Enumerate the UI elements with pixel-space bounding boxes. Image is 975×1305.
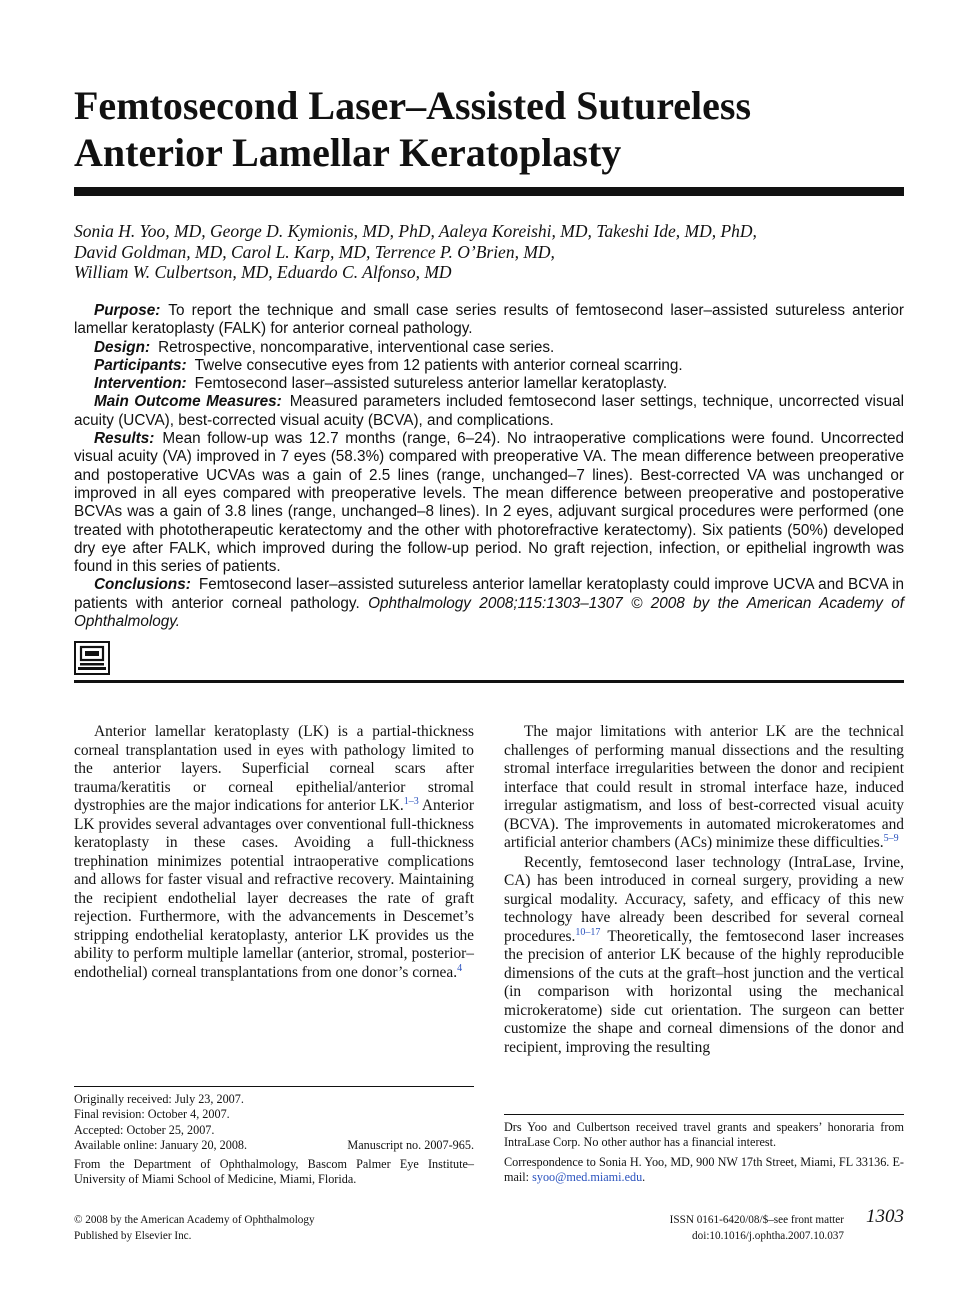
footnote-rule-right (504, 1114, 904, 1115)
title-line-2: Anterior Lamellar Keratoplasty (74, 130, 622, 175)
intervention-text: Femtosecond laser–assisted sutureless anterior lamellar keratoplasty. (194, 375, 668, 393)
author-list (74, 221, 904, 283)
body-paragraph (504, 723, 904, 853)
abstract-intervention (74, 375, 904, 393)
intervention-label: Intervention: (94, 375, 187, 393)
page-number: 1303 (866, 1206, 904, 1227)
footnote-rule-left (74, 1086, 474, 1087)
email-link[interactable]: syoo@med.miami.edu (532, 1169, 643, 1184)
abstract-results (74, 430, 904, 576)
online-row (74, 1138, 474, 1153)
reference-link[interactable]: 1–3 (403, 795, 419, 807)
author-notes (504, 1120, 904, 1185)
computer-monitor-icon[interactable] (74, 641, 110, 675)
participants-text: Twelve consecutive eyes from 12 patients with anterior corneal scarring. (194, 356, 683, 374)
authors-line-2: David Goldman, MD, Carol L. Karp, MD, Terrence P. O’Brien, MD, (74, 241, 555, 262)
abstract-outcome (74, 393, 904, 430)
page-title (74, 82, 904, 176)
design-label: Design: (94, 338, 151, 356)
body-text: Anterior LK provides several advantages over conventional full-thickness keratoplasty in these cases. Avoiding a full-thickness trephination minimizes potential intraoperative complications and allows for faster visual and refractive recovery. Maintaining the recipient endothelial layer decreases the rate of graft rejection. Furthermore, with the advancements in Descemet’s stripping endothelial keratoplasty, anterior LK provides us the ability to perform multiple lamellar (anterior, stromal, posterior–endothelial) corneal transplantations from one donor’s cornea. (74, 797, 474, 981)
abstract-participants (74, 357, 904, 375)
manuscript-number: Manuscript no. 2007-965. (347, 1137, 474, 1152)
body-paragraph (74, 723, 474, 982)
abstract (74, 302, 904, 631)
conclusions-label: Conclusions: (94, 576, 191, 594)
authors-line-1: Sonia H. Yoo, MD, George D. Kymionis, MD, PhD, Aaleya Koreishi, MD, Takeshi Ide, MD, PhD, (74, 221, 757, 241)
outcome-label: Main Outcome Measures: (94, 393, 282, 411)
revision-date: Final revision: October 4, 2007. (74, 1107, 230, 1122)
reference-link[interactable]: 4 (457, 962, 463, 974)
body-paragraph (504, 854, 904, 1058)
body-text: Theoretically, the femtosecond laser increases the precision of anterior LK because of the highly reproducible dimensions of the cuts at the graft–host junction and the vertical (in comparison with horizontal using the mechanical microkeratome) side cut orientation. The surgeon can better customize the shape and corneal dimensions of the donor and recipient, improving the resulting (504, 927, 904, 1056)
design-text: Retrospective, noncomparative, interventional case series. (158, 338, 555, 356)
abstract-conclusions (74, 576, 904, 631)
accepted-date: Accepted: October 25, 2007. (74, 1122, 215, 1137)
results-label: Results: (94, 430, 155, 448)
online-date: Available online: January 20, 2008. (74, 1137, 248, 1152)
correspondence-end: . (642, 1169, 646, 1184)
correspondence (504, 1155, 904, 1186)
body-text: Recently, femtosecond laser technology (IntraLase, Irvine, CA) has been introduced in corneal surgery, providing a new surgical modality. Accuracy, safety, and efficacy of this new technology have already been described for several corneal procedures. (504, 853, 904, 945)
correspondence-text: Correspondence to Sonia H. Yoo, MD, 900 NW 17th Street, Miami, FL 33136. E-mail: (504, 1154, 904, 1184)
participants-label: Participants: (94, 356, 187, 374)
footer-left (74, 1213, 474, 1244)
copyright: © 2008 by the American Academy of Ophthalmology (74, 1214, 315, 1226)
title-rule (74, 187, 904, 196)
authors-line-3: William W. Culbertson, MD, Eduardo C. Alfonso, MD (74, 262, 452, 282)
results-text: Mean follow-up was 12.7 months (range, 6–24). No intraoperative complications were found. Uncorrected visual acuity (VA) improved in 7 eyes (58.3%) compared with preoperative VA. The mean difference between preoperative and postoperative UCVAs was a gain of 2.5 lines (range, unchanged–7 lines). Best-corrected VA was unchanged or improved in all eyes compared with preoperative levels. The mean difference between preoperative and postoperative BCVAs was a gain of 3.8 lines (range, unchanged–8 lines). In 2 eyes, adjuvant surgical procedures were performed (one treated with phototherapeutic keratectomy and the other with photorefractive keratectomy). Six patients (50%) developed dry eye after FALK, which improved during the follow-up period. No graft rejection, infection, or epithelial ingrowth was found in this series of patients. (74, 430, 904, 576)
purpose-text: To report the technique and small case series results of femtosecond laser–assisted sutureless anterior lamellar keratoplasty (FALK) for anterior corneal pathology. (74, 302, 904, 338)
body-text: Anterior lamellar keratoplasty (LK) is a partial-thickness corneal transplantation used in eyes with pathology limited to the anterior layers. Superficial corneal scars after trauma/keratitis or corneal epithelial/anterior stromal dystrophies are the major indications for anterior LK. (74, 723, 474, 814)
publisher: Published by Elsevier Inc. (74, 1229, 192, 1242)
abstract-rule (74, 680, 904, 683)
reference-link[interactable]: 10–17 (575, 926, 601, 938)
purpose-label: Purpose: (94, 302, 161, 319)
footer-right (620, 1213, 844, 1244)
disclosure: Drs Yoo and Culbertson received travel grants and speakers’ honoraria from IntraLase Corp. No other author has a financial interest. (504, 1120, 904, 1150)
journal-citation: Ophthalmology 2008;115:1303–1307 © 2008 by the American Academy of Ophthalmology. (74, 594, 904, 631)
body-column-left (74, 723, 474, 982)
abstract-design (74, 339, 904, 357)
affiliation: From the Department of Ophthalmology, Bascom Palmer Eye Institute–University of Miami School of Medicine, Miami, Florida. (74, 1157, 474, 1187)
conclusions-text: Femtosecond laser–assisted sutureless anterior lamellar keratoplasty could improve UCVA and BCVA in patients with anterior corneal pathology. (74, 576, 904, 612)
reference-link[interactable]: 5–9 (883, 832, 899, 844)
issn: ISSN 0161-6420/08/$–see front matter (669, 1214, 844, 1226)
received-date: Originally received: July 23, 2007. (74, 1092, 244, 1106)
title-line-1: Femtosecond Laser–Assisted Sutureless (74, 83, 752, 128)
outcome-text: Measured parameters included femtosecond laser settings, technique, uncorrected visual acuity (UCVA), best-corrected visual acuity (BCVA), and complications. (74, 393, 905, 429)
body-column-right (504, 723, 904, 1057)
article-history (74, 1092, 474, 1188)
doi: doi:10.1016/j.ophtha.2007.10.037 (692, 1229, 844, 1242)
body-text: The major limitations with anterior LK are the technical challenges of performing manual dissections and the resulting stromal interface irregularities between the donor and recipient interface that could result in stromal interface haze, induced irregular astigmatism, and loss of best-corrected visual acuity (BCVA). The improvements in automated microkeratomes and artificial anterior chambers (ACs) minimize these difficulties. (504, 723, 904, 851)
abstract-purpose (74, 302, 904, 339)
